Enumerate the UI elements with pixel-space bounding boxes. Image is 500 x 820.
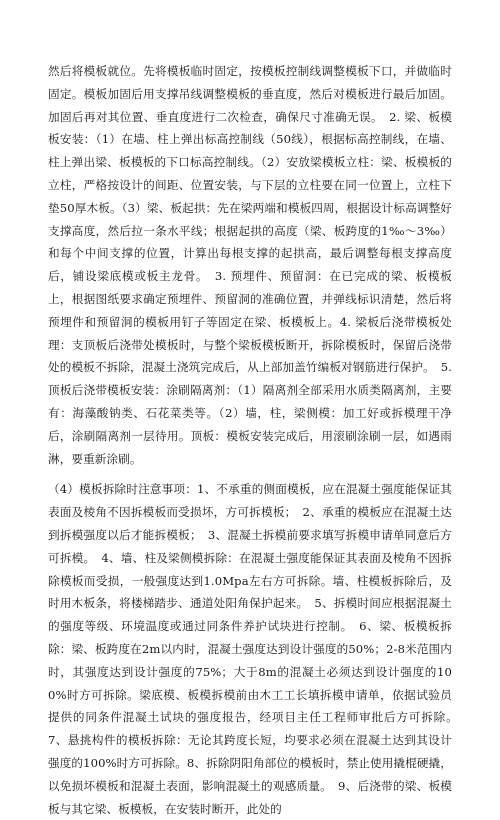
paragraph-formwork-installation: 然后将模板就位。先将模板临时固定，按模板控制线调整模板下口，并做临时固定。模板加固后用支撑吊线调整模板的垂直度，然后对模板进行最后加固。加固后再对其位置、垂直度进行二次检查，确保尺寸准确无误。 2. 梁、板模板安装：（1）在墙、柱上弹出标高控制线（50线），根据标高控制线，在墙、柱上弹出梁、板模板的下口标高控制线。（2）安放梁模板立柱：梁、板模板的立柱，严格按设计的间距、位置安装，与下层的立柱要在同一位置上，立柱下垫50厚木板。（3）梁、板起拱：先在梁两端和模板四周，根据设计标高调整好支撑高度，然后拉一条水平线；根据起拱的高度（梁、板跨度的1‰～3‰）和每个中间支撑的位置，计算出每根支撑的起拱高，最后调整每根支撑高度后，铺设梁底模或板主龙骨。 3. 预埋件、预留洞：在已完成的梁、板模板上，根据图纸要求确定预埋件、预留洞的准确位置，并弹线标识清楚，然后将预埋件和预留洞的模板用钉子等固定在梁、板模板上。4. 梁板后浇带模板处理：支顶板后浇带处模板时，与整个梁板模板断开，拆除模板时，保留后浇带处的模板不拆除，混凝土浇筑完成后，从上部加盖竹编板对钢筋进行保护。 5. 顶板后浇带模板安装：涂刷隔离剂：（1）隔离剂全部采用水质类隔离剂，主要有：海藻酸钠类、石花菜类等。（2）墙，柱，梁侧模：加工好或拆模理干净后，涂刷隔离剂一层待用。顶板：模板安装完成后，用滚刷涂刷一层，如遇雨淋，要重新涂刷。	[48, 64, 452, 466]
paragraph-formwork-removal: （4）模板拆除时注意事项：1、不承重的侧面模板，应在混凝土强度能保证其表面及棱角不因拆模板而受损坏，方可拆模板； 2、承重的模板应在混凝土达到拆模强度以后才能拆模板； 3、混凝土拆模前要求填写拆模申请单同意后方可拆模。 4、墙、柱及梁侧模拆除：在混凝土强度能保证其表面及棱角不因拆除模板而受损，一般强度达到1.0Mpa左右方可拆除。墙、柱模板拆除后，及时用木板条，将楼梯踏步、通道处阳角保护起来。 5、拆模时间应根据混凝土的强度等级、环境温度或通过同条件养护试块进行控制。 6、梁、板模板拆除：梁、板跨度在2m以内时，混凝土强度达到设计强度的50%；2-8米范围内时，其强度达到设计强度的75%；大于8m的混凝土必须达到设计强度的100%时方可拆除。梁底模、板模拆模前由木工工长填拆模申请单，依据试验员提供的同条件混凝土试块的强度报告，经项目主任工程师审批后方可拆除。 7、悬挑构件的模板拆除：无论其跨度长短，均要求必须在混凝土达到其设计强度的100%时方可拆除。8、拆除阴阳角部位的模板时，禁止使用撬棍硬撬，以免损坏模板和混凝土表面，影响混凝土的观感质量。 9、后浇带的梁、板模板与其它梁、板模板，在安装时断开，此处的	[48, 482, 464, 816]
